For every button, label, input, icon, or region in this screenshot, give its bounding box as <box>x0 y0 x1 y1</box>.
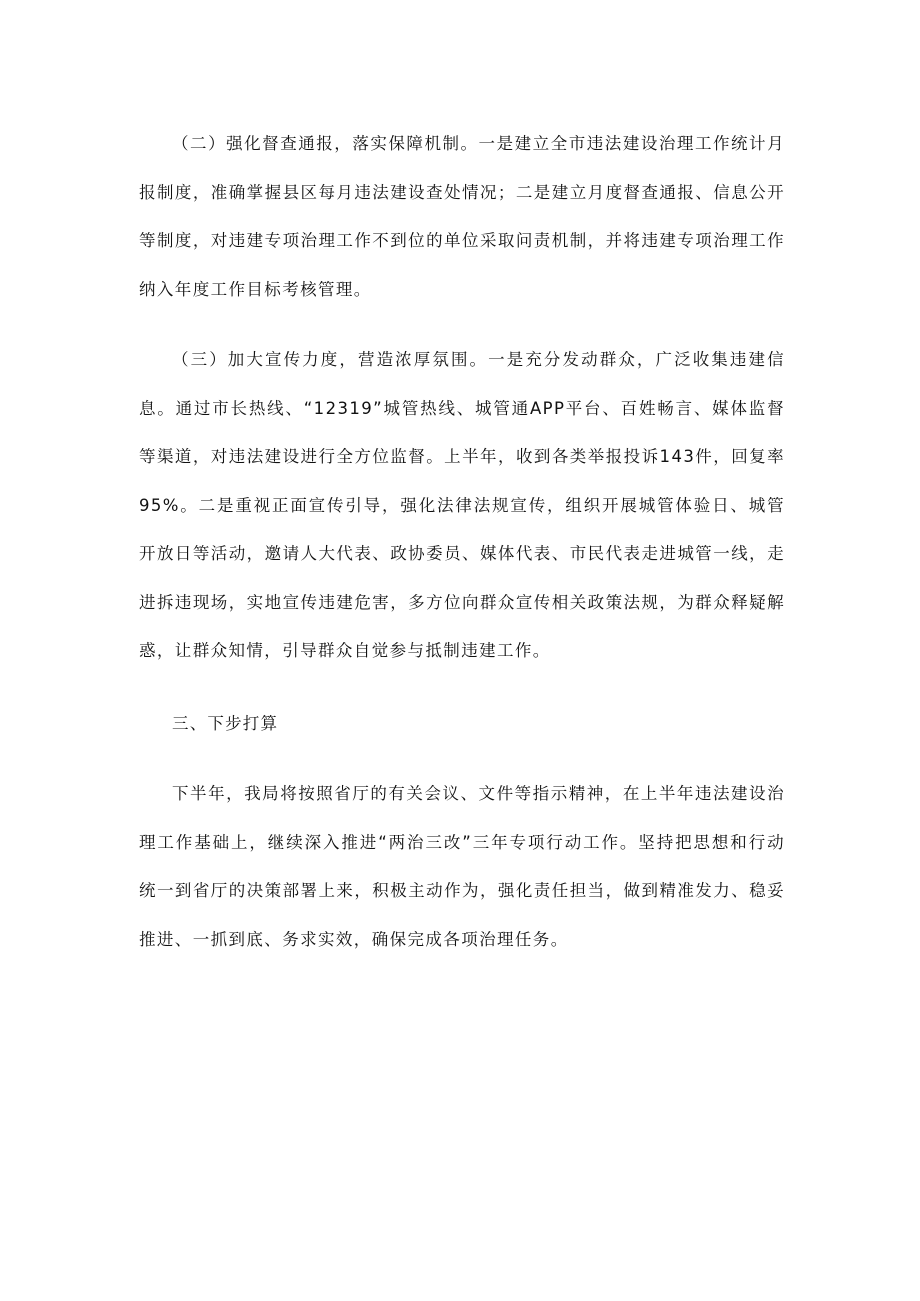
paragraph-publicity: （三）加大宣传力度，营造浓厚氛围。一是充分发动群众，广泛收集违建信息。通过市长热线、“12319”城管热线、城管通APP平台、百姓畅言、媒体监督等渠道，对违法建设进行全方位监督。上半年，收到各类举报投诉143件，回复率95%。二是重视正面宣传引导，强化法律法规宣传，组织开展城管体验日、城管开放日等活动，邀请人大代表、政协委员、媒体代表、市民代表走进城管一线，走进拆违现场，实地宣传违建危害，多方位向群众宣传相关政策法规，为群众释疑解惑，让群众知情，引导群众自觉参与抵制违建工作。 <box>139 350 785 660</box>
paragraph-supervision: （二）强化督查通报，落实保障机制。一是建立全市违法建设治理工作统计月报制度，准确掌握县区每月违法建设查处情况；二是建立月度督查通报、信息公开等制度，对违建专项治理工作不到位的单位采取问责机制，并将违建专项治理工作纳入年度工作目标考核管理。 <box>139 134 785 299</box>
section-heading-next-steps: 三、下步打算 <box>172 713 279 733</box>
paragraph-second-half-plan: 下半年，我局将按照省厅的有关会议、文件等指示精神，在上半年违法建设治理工作基础上，继续深入推进“两治三改”三年专项行动工作。坚持把思想和行动统一到省厅的决策部署上来，积极主动作为，强化责任担当，做到精准发力、稳妥推进、一抓到底、务求实效，确保完成各项治理任务。 <box>139 784 785 949</box>
document-body <box>139 120 785 964</box>
